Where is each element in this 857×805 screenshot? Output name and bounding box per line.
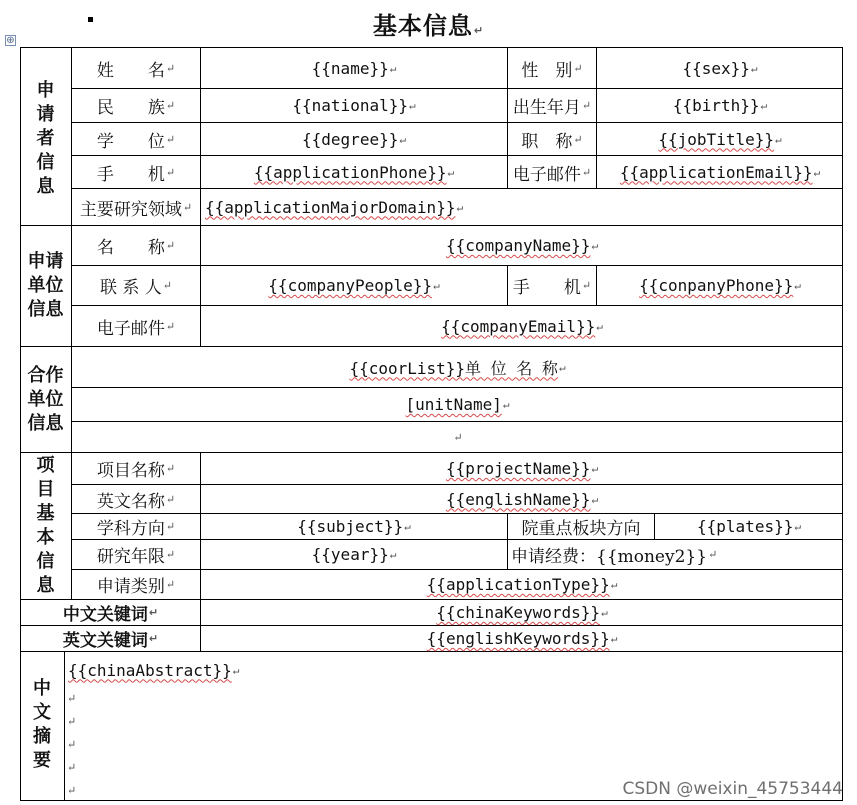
english-name-label: 英文名称 ↵ [96,491,176,512]
year-value[interactable]: {{year}} ↵ [311,545,397,564]
applicant-section-label: 申 请 者 信 息 [36,80,55,197]
plates-value[interactable]: {{plates}} ↵ [697,517,801,536]
paragraph-mark: ↵ [67,738,77,751]
chinese-keywords-value[interactable]: {{chinaKeywords}} ↵ [436,603,608,622]
chinese-keywords-label: 中文关键词 ↵ [62,605,159,625]
name-value[interactable]: {{name}} ↵ [311,58,397,78]
application-type-value[interactable]: {{applicationType}} ↵ [426,575,618,594]
company-name-value[interactable]: {{companyName}} ↵ [445,236,599,255]
applicant-email-label: 电子邮件 ↵ [512,164,592,185]
project-name-value[interactable]: {{projectName}} ↵ [445,459,599,478]
year-label: 研究年限 ↵ [96,547,176,567]
project-section-label: 项 目 基 本 信 息 [36,455,55,596]
application-type-label: 申请类别 ↵ [96,577,176,597]
partner-section-label: 合作 单位 信息 [27,364,64,434]
company-phone-value[interactable]: {{conpanyPhone}} ↵ [639,276,801,295]
paragraph-mark: ↵ [67,692,77,705]
company-email-value[interactable]: {{companyEmail}} ↵ [441,316,603,336]
paragraph-mark: ↵ [67,784,77,797]
partner-unit-value[interactable]: [unitName] ↵ [405,395,510,414]
sex-value[interactable]: {{sex}} ↵ [682,58,758,78]
watermark: CSDN @weixin_45753444 [622,779,843,799]
company-email-label: 电子邮件 ↵ [96,318,176,339]
contact-person-value[interactable]: {{companyPeople}} ↵ [268,276,440,295]
column-divider [64,651,65,801]
subject-value[interactable]: {{subject}} ↵ [297,517,411,536]
degree-value[interactable]: {{degree}} ↵ [302,129,406,149]
paragraph-mark: ↵ [67,715,77,728]
abstract-section-label: 中 文 摘 要 [33,678,51,771]
birth-label: 出生年月 ↵ [512,98,592,118]
research-domain-label: 主要研究领域 ↵ [79,199,193,220]
research-domain-value[interactable]: {{applicationMajorDomain}} ↵ [205,197,464,217]
paragraph-mark: ↵ [67,761,77,774]
birth-value[interactable]: {{birth}} ↵ [672,96,768,115]
page-title: 基本信息↵ [372,12,485,40]
english-keywords-value[interactable]: {{englishKeywords}} ↵ [426,629,618,648]
partner-list-value[interactable]: {{coorList}}单 位 名 称 ↵ [349,358,566,378]
contact-person-label: 联 系 人 ↵ [99,278,173,298]
english-keywords-label: 英文关键词 ↵ [62,631,159,651]
job-title-label: 职 称 ↵ [521,131,583,152]
project-name-label: 项目名称 ↵ [96,461,176,481]
company-section-label: 申请 单位 信息 [27,251,64,320]
plates-label: 院重点板块方向 [521,519,641,539]
abstract-value[interactable]: {{chinaAbstract}} ↵ [68,660,240,680]
sex-label: 性 别 ↵ [521,60,583,81]
row-divider [20,651,843,652]
company-phone-label: 手 机 ↵ [512,278,592,298]
job-title-value[interactable]: {{jobTitle}} ↵ [658,129,782,149]
subject-label: 学科方向 ↵ [96,519,176,539]
nation-value[interactable]: {{national}} ↵ [292,96,416,115]
partner-empty-row[interactable]: ↵ [453,430,463,444]
money-value[interactable]: 申请经费：{{money2}} ↵ [511,547,718,567]
company-name-label: 名 称 ↵ [96,238,176,258]
name-label: 姓 名 ↵ [96,60,176,81]
english-name-value[interactable]: {{englishName}} ↵ [445,489,599,509]
table-move-handle-icon[interactable]: ⊕ [6,35,15,46]
nation-label: 民 族 ↵ [96,98,176,118]
applicant-phone-value[interactable]: {{applicationPhone}} ↵ [253,162,455,182]
applicant-phone-label: 手 机 ↵ [96,164,176,185]
applicant-email-value[interactable]: {{applicationEmail}} ↵ [619,162,821,182]
degree-label: 学 位 ↵ [96,131,176,152]
